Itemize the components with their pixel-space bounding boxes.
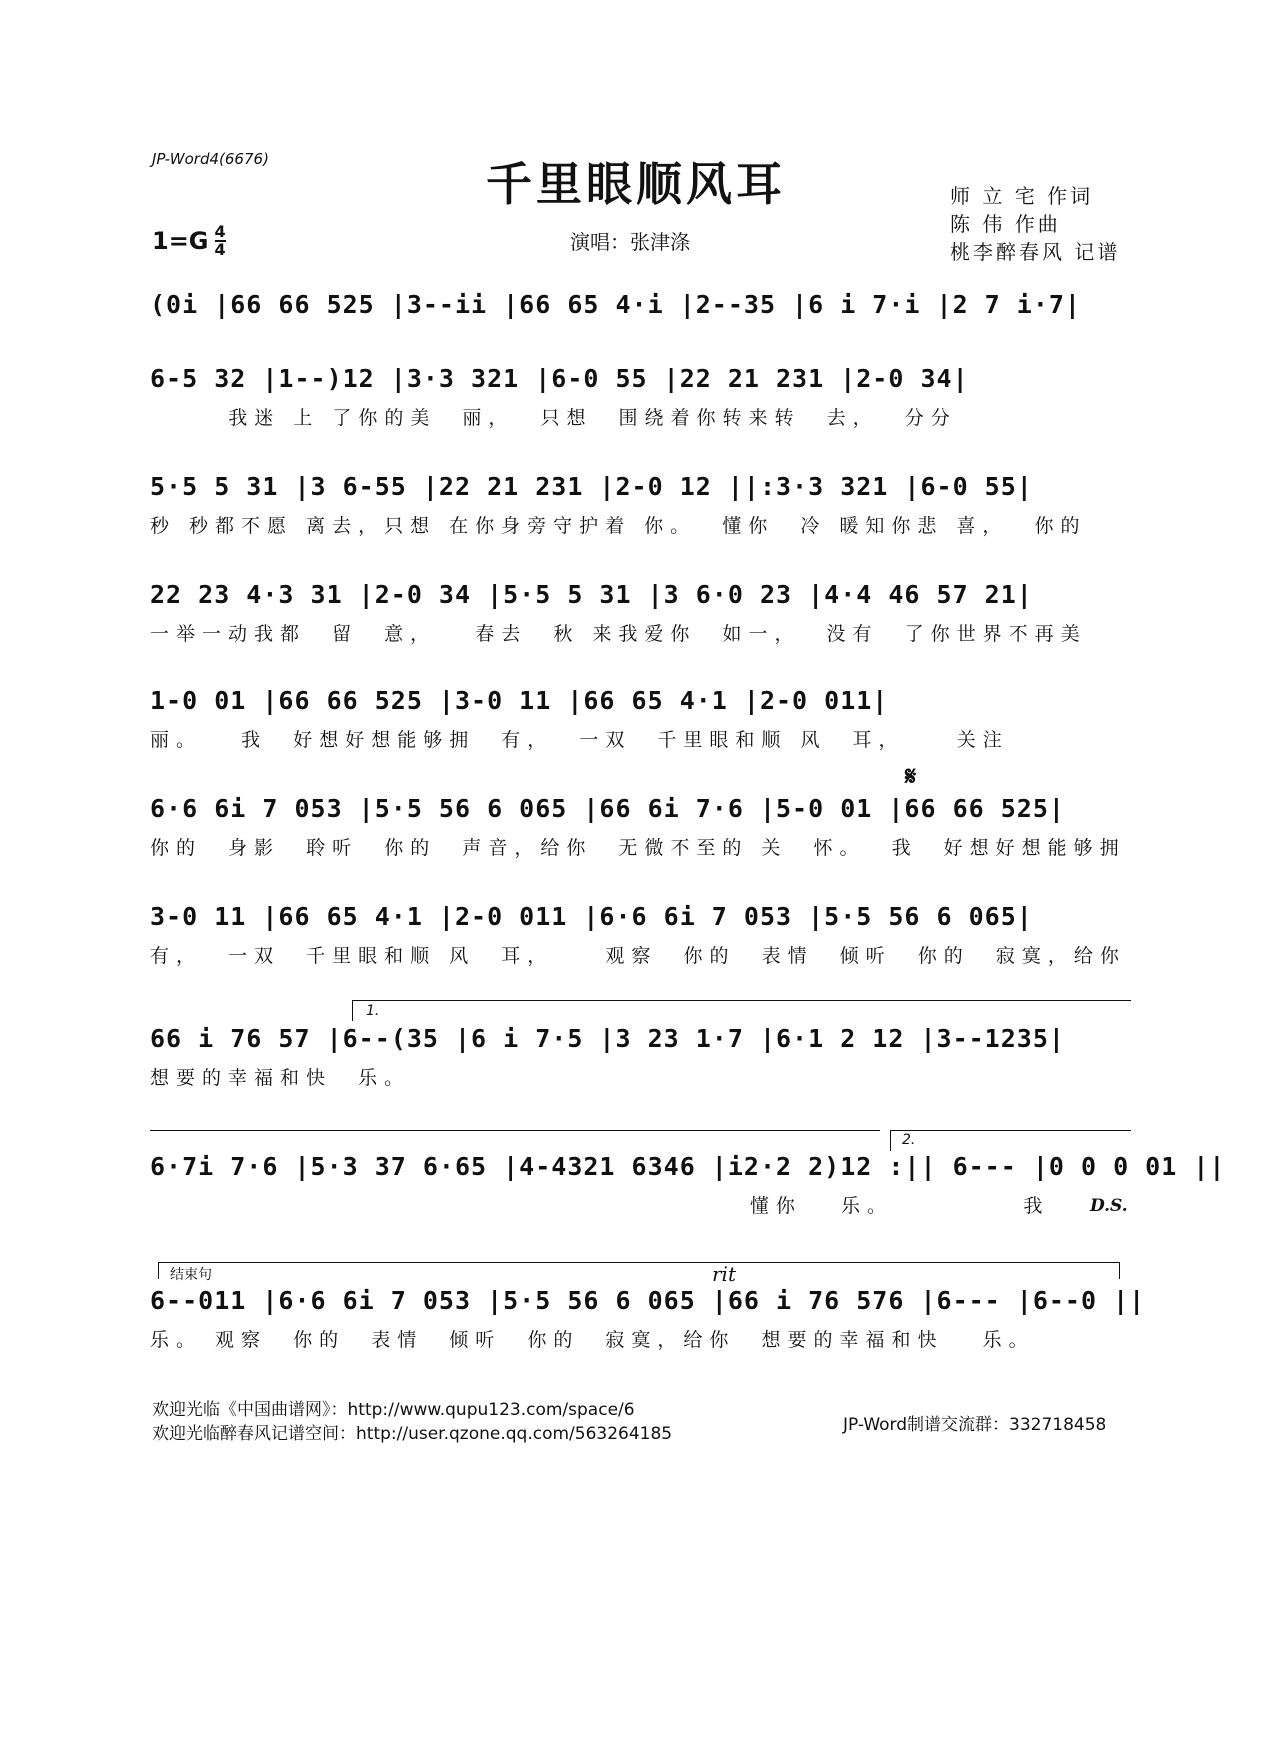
lyrics: 想要的幸福和快 乐。 <box>150 1067 411 1089</box>
volta-1-label: 1. <box>366 1003 380 1019</box>
volta-2-bracket <box>890 1130 1131 1151</box>
software-label: JP-Word4(6676) <box>152 150 269 168</box>
time-signature <box>215 224 226 258</box>
ending-label: 结束句 <box>170 1267 212 1283</box>
lyrics: 懂你 乐。 我 <box>150 1195 1050 1217</box>
notation: 6·7i 7·6 |5·3 37 6·65 |4-4321 6346 |i2·2 2)12 :|| 6--- |0 0 0 01 || <box>150 1152 1226 1181</box>
credits <box>950 182 1120 266</box>
lyrics <box>150 330 1130 358</box>
lyrics: 秒 秒都不愿 离去，只想 在你身旁守护着 你。 懂你 冷 暖知你悲 喜， 你的 <box>150 515 1087 537</box>
score-line <box>150 684 1130 754</box>
score-line <box>150 362 1130 432</box>
singer: 演唱：张津涤 <box>570 230 690 254</box>
lyrics: 一举一动我都 留 意， 春去 秋 来我爱你 如一， 没有 了你世界不再美 <box>150 623 1087 645</box>
time-top: 4 <box>214 222 226 241</box>
notation: 66 i 76 57 |6--(35 |6 i 7·5 |3 23 1·7 |6·1 2 12 |3--1235| <box>150 1024 1065 1053</box>
transcriber: 桃李醉春风 记谱 <box>950 240 1121 264</box>
notation: 6-5 32 |1--)12 |3·3 321 |6-0 55 |22 21 231 |2-0 34| <box>150 364 969 393</box>
lyricist: 师 立 宅 作词 <box>950 184 1094 208</box>
lyrics: 我迷 上 了你的美 丽， 只想 围绕着你转来转 去， 分分 <box>150 407 957 429</box>
notation: 22 23 4·3 31 |2-0 34 |5·5 5 31 |3 6·0 23 |4·4 46 57 21| <box>150 580 1033 609</box>
notation: 3-0 11 |66 65 4·1 |2-0 011 |6·6 6i 7 053 |5·5 56 6 065| <box>150 902 1033 931</box>
score-line <box>150 470 1130 540</box>
volta-1-continuation <box>150 1130 880 1131</box>
score-line <box>150 1022 1130 1092</box>
dal-segno: D.S. <box>1090 1196 1128 1216</box>
notation: 6·6 6i 7 053 |5·5 56 6 065 |66 6i 7·6 |5-0 01 |66 66 525| <box>150 794 1065 823</box>
lyrics: 丽。 我 好想好想能够拥 有， 一双 千里眼和顺 风 耳， 关注 <box>150 729 1009 751</box>
notation: 1-0 01 |66 66 525 |3-0 11 |66 65 4·1 |2-0 011| <box>150 686 889 715</box>
key-label: 1=G <box>152 227 209 255</box>
volta-1-bracket <box>352 1000 1131 1021</box>
composer: 陈 伟 作曲 <box>950 212 1061 236</box>
lyrics: 有， 一双 千里眼和顺 风 耳， 观察 你的 表情 倾听 你的 寂寞，给你 <box>150 945 1126 967</box>
group-info: JP-Word制谱交流群：332718458 <box>843 1415 1107 1435</box>
time-bottom: 4 <box>214 240 226 259</box>
score-line <box>150 900 1130 970</box>
segno-mark: 𝄋 <box>905 762 917 792</box>
footer-links <box>152 1398 672 1446</box>
notation: 6--011 |6·6 6i 7 053 |5·5 56 6 065 |66 i 76 576 |6--- |6--0 || <box>150 1286 1146 1315</box>
footer-link-qzone[interactable]: 欢迎光临醉春风记谱空间：http://user.qzone.qq.com/563264185 <box>152 1424 673 1444</box>
score-line <box>150 1150 1226 1220</box>
lyrics: 乐。 观察 你的 表情 倾听 你的 寂寞，给你 想要的幸福和快 乐。 <box>150 1329 1035 1351</box>
ritardando-mark: rit <box>712 1262 736 1286</box>
footer-link-qupu[interactable]: 欢迎光临《中国曲谱网》：http://www.qupu123.com/space/6 <box>152 1400 635 1420</box>
ending-bracket <box>158 1262 1120 1279</box>
lyrics: 你的 身影 聆听 你的 声音，给你 无微不至的 关 怀。 我 好想好想能够拥 <box>150 837 1126 859</box>
score-line <box>150 288 1130 358</box>
score-line <box>150 792 1130 862</box>
notation: (0i |66 66 525 |3--ii |66 65 4·i |2--35 |6 i 7·i |2 7 i·7| <box>150 290 1081 319</box>
key-signature <box>152 224 226 258</box>
song-title: 千里眼顺风耳 <box>486 157 786 211</box>
score-line <box>150 1284 1146 1354</box>
volta-2-label: 2. <box>902 1132 916 1148</box>
notation: 5·5 5 31 |3 6-55 |22 21 231 |2-0 12 ||:3·3 321 |6-0 55| <box>150 472 1033 501</box>
score-line <box>150 578 1130 648</box>
